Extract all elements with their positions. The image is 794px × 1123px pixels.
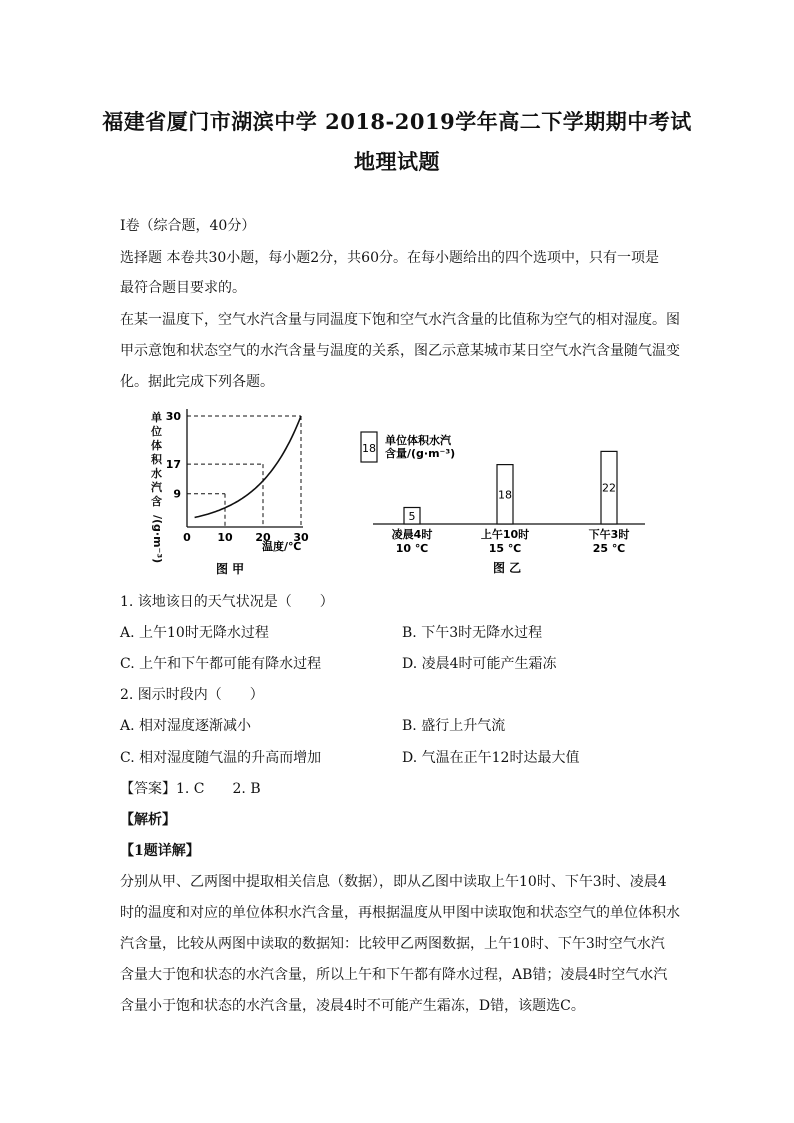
yi-category-1: 上午10时 <box>480 528 530 541</box>
yi-temperature-2: 25 ℃ <box>592 542 626 555</box>
jia-ylabel-c2: 体 <box>151 439 162 452</box>
answer-line: 【答案】1. C 2. B <box>120 781 261 797</box>
jia-ylabel-c1: 位 <box>151 425 162 438</box>
yi-bar-value-2: 22 <box>602 481 616 495</box>
yi-legend-label-2: 含量/(g·m⁻³) <box>385 447 456 460</box>
intro-line-3: 化。据此完成下列各题。 <box>120 374 274 390</box>
yi-bar-value-0: 5 <box>408 509 416 523</box>
q2-option-b[interactable]: B. 盛行上升气流 <box>402 718 506 734</box>
q1-option-c[interactable]: C. 上午和下午都可能有降水过程 <box>120 656 322 672</box>
yi-caption: 图 乙 <box>493 561 522 575</box>
q1-option-a[interactable]: A. 上午10时无降水过程 <box>120 625 269 641</box>
yi-temperature-1: 15 ℃ <box>488 542 522 555</box>
figure-jia <box>140 405 330 580</box>
yi-temperature-0: 10 ℃ <box>395 542 429 555</box>
jia-x-tick-30: 30 <box>293 531 309 544</box>
yi-bar-value-1: 18 <box>498 488 512 502</box>
yi-legend-value: 18 <box>362 442 376 455</box>
q2-option-d[interactable]: D. 气温在正午12时达最大值 <box>402 750 580 766</box>
jia-ylabel-c5: 汽 <box>151 481 162 494</box>
jia-ylabel-c6: 含 <box>151 495 162 508</box>
jia-y-tick-17: 17 <box>165 458 181 472</box>
jia-xlabel: 温度/℃ <box>262 540 302 553</box>
section-heading: Ⅰ卷（综合题，40分） <box>120 218 256 234</box>
yi-category-0: 凌晨4时 <box>391 528 433 541</box>
intro-line-1: 在某一温度下，空气水汽含量与同温度下饱和空气水汽含量的比值称为空气的相对湿度。图 <box>120 312 680 328</box>
intro-line-2: 甲示意饱和状态空气的水汽含量与温度的关系，图乙示意某城市某日空气水汽含量随气温变 <box>120 343 680 359</box>
figure-yi <box>355 420 655 580</box>
jia-caption: 图 甲 <box>216 562 245 576</box>
jia-y-tick-9: 9 <box>173 487 181 501</box>
instructions-line-2: 最符合题目要求的。 <box>120 280 246 296</box>
analysis-label: 【解析】 <box>120 812 176 828</box>
detail-label: 【1题详解】 <box>120 843 200 859</box>
page-title: 福建省厦门市湖滨中学 2018-2019学年高二下学期期中考试 <box>102 109 692 134</box>
question-1-stem: 1. 该地该日的天气状况是（ ） <box>120 594 334 610</box>
q2-option-a[interactable]: A. 相对湿度逐渐减小 <box>120 718 252 734</box>
jia-saturation-curve <box>195 416 301 518</box>
explanation-line-4: 含量大于饱和状态的水汽含量，所以上午和下午都有降水过程，AB错；凌晨4时空气水汽 <box>120 967 668 983</box>
yi-legend-label-1: 单位体积水汽 <box>385 434 451 447</box>
jia-ylabel-c4: 水 <box>151 467 162 480</box>
q1-option-d[interactable]: D. 凌晨4时可能产生霜冻 <box>402 656 557 672</box>
explanation-line-3: 汽含量，比较从两图中读取的数据知：比较甲乙两图数据，上午10时、下午3时空气水汽 <box>120 936 665 952</box>
yi-category-2: 下午3时 <box>588 528 630 541</box>
jia-ylabel-c3: 积 <box>151 453 162 466</box>
question-2-stem: 2. 图示时段内（ ） <box>120 687 264 703</box>
jia-x-tick-20: 20 <box>255 531 271 544</box>
q2-option-c[interactable]: C. 相对湿度随气温的升高而增加 <box>120 750 322 766</box>
jia-ylabel <box>150 410 164 563</box>
jia-ylabel-c0: 单 <box>151 411 162 424</box>
explanation-line-2: 时的温度和对应的单位体积水汽含量，再根据温度从甲图中读取饱和状态空气的单位体积水 <box>120 905 680 921</box>
page-subtitle: 地理试题 <box>354 149 440 174</box>
jia-ylabel-unit: /(g·m⁻³) <box>151 515 164 564</box>
jia-y-tick-30: 30 <box>165 410 181 423</box>
q1-option-b[interactable]: B. 下午3时无降水过程 <box>402 625 543 641</box>
jia-x-tick-10: 10 <box>217 531 233 544</box>
explanation-line-1: 分别从甲、乙两图中提取相关信息（数据），即从乙图中读取上午10时、下午3时、凌晨4 <box>120 874 667 890</box>
instructions-line-1: 选择题 本卷共30小题，每小题2分，共60分。在每小题给出的四个选项中，只有一项是 <box>120 250 659 266</box>
jia-x-tick-0: 0 <box>183 531 191 544</box>
explanation-line-5: 含量小于饱和状态的水汽含量，凌晨4时不可能产生霜冻，D错，该题选C。 <box>120 998 585 1014</box>
